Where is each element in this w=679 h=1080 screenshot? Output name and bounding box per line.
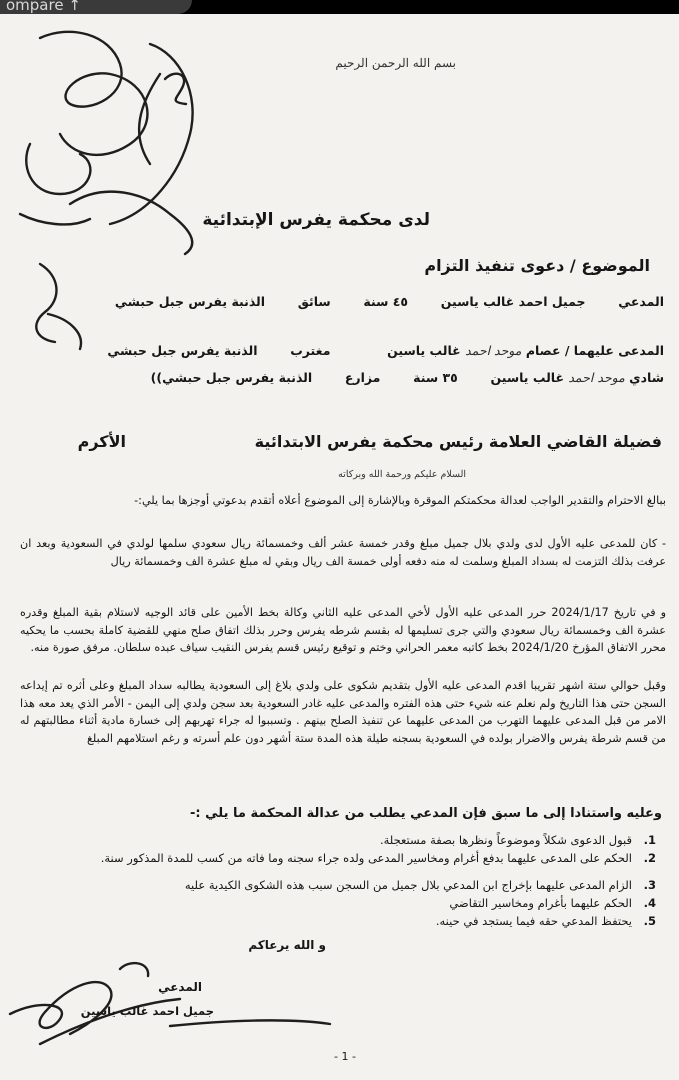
top-bar [0,0,679,14]
document-page [0,14,679,1080]
request-number: 4. [643,896,656,910]
request-text: الحكم عليهما بأغرام ومخاسير التقاضي [449,896,632,910]
request-item [22,913,656,930]
plaintiff-job: سائق [297,294,331,309]
plaintiff-label: المدعي [618,294,664,309]
signature-name: جميل احمد غالب ياسين [80,1004,214,1018]
plaintiff-age: ٤٥ سنة [363,294,408,309]
signature-label: المدعي [158,980,202,994]
page-number: - 1 - [334,1050,356,1063]
request-number: 1. [643,833,656,847]
honorific: الأكرم [77,432,126,451]
addressee-line: فضيلة القاضي العلامة رئيس محكمة يفرس الابتدائية [254,432,662,451]
request-number: 2. [643,851,656,865]
request-item [22,877,656,894]
defendant2-job: مزارع [344,370,381,385]
defendant1-address: الذنبة يفرس جبل حبشي [107,343,258,358]
defendant1-name: غالب ياسين [387,343,461,358]
defendant1-job: مغترب [290,343,331,358]
request-item [22,832,656,849]
request-text: الزام المدعى عليهما بإخراج ابن المدعي بلال جميل من السجن سبب هذه الشكوى الكيدية عليه [184,878,632,892]
paragraph-debt: - كان للمدعى عليه الأول لدى ولدي بلال جميل مبلغ وقدر خمسة عشر ألف وخمسمائة ريال سعودي سلمها لولدي في السعودية وبعد ان عرفت بذلك التزمت له بسداد المبلغ وسلمت له منه دفعه أولى خمسة الف ريال وبقي له مبلغ عشرة الف وخمسمائة ريال [20,537,666,568]
requests-list [22,832,656,931]
requests-heading: وعليه واستنادا إلى ما سبق فإن المدعي يطلب من عدالة المحكمة ما يلي :- [190,806,662,821]
request-text: يحتفظ المدعي حقه فيما يستجد في حينه. [435,914,632,928]
paragraph-settlement: و في تاريخ 2024/1/17 حرر المدعى عليه الأول لأخي المدعى عليه الثاني وكالة بخط الأمين على قائد الوجيه لاستلام بقية المبلغ وقدره عشرة الف وخمسمائة ريال سعودي والتي جرى تسليمها له بقسم شرطه يفرس وحرر بذلك اتفاق صلح منهي للقضية كاملة بحسب ما يحكيه محرر الاتفاق المؤرخ 2024/1/20 بخط كاتبه معمر الحراني وختم و توقيع رئيس قسم يفرس النقيب سياف عبده سلطان. مرفق صورة منه. [20,606,666,654]
request-item [22,850,656,867]
request-text: الحكم على المدعى عليهما بدفع أغرام ومخاسير المدعى ولده جراء سجنه وما فاته من كسب للمدة المذكور سنة. [100,851,632,865]
greeting: السلام عليكم ورحمة الله وبركاته [338,469,466,480]
closing-line: و الله يرعاكم [248,938,326,952]
request-number: 3. [643,878,656,892]
defendant2-address: الذنبة يفرس جبل حبشي)) [150,370,313,385]
court-name: لدى محكمة يفرس الإبتدائية [202,210,430,230]
defendant1-handwritten: موحد احمد [465,343,522,358]
defendant1-line [107,343,664,358]
request-text: قبول الدعوى شكلاً وموضوعاً ونظرها بصفة مستعجلة. [379,833,632,847]
defendant2-age: ٣٥ سنة [413,370,458,385]
compare-tab[interactable]: ompare ↑ [0,0,192,14]
paragraph-intro: ببالغ الاحترام والتقدير الواجب لعدالة محكمتكم الموقرة وبالإشارة إلى الموضوع أعلاه أتقدم بدعوتي أوجزها بما يلي:- [134,494,666,507]
basmala: بسم الله الرحمن الرحيم [335,56,456,70]
subject-line: الموضوع / دعوى تنفيذ التزام [424,256,650,275]
defendant2-handwritten: موحد احمد [568,370,625,385]
defendant1-label: المدعى عليهما / عصام [525,343,664,358]
defendant2-name: شادي [629,370,664,385]
document-body [16,14,666,1080]
plaintiff-line [115,294,664,309]
defendant2-line [151,370,664,385]
request-number: 5. [643,914,656,928]
defendant2-name-rest: غالب ياسين [490,370,565,385]
plaintiff-address: الذنبة يفرس جبل حبشي [114,294,266,309]
request-item [22,895,656,912]
plaintiff-name: جميل احمد غالب ياسين [440,294,586,309]
paragraph-complaint: وقبل حوالي ستة اشهر تقريبا اقدم المدعى عليه الأول بتقديم شكوى على ولدي بلاغ إلى السعودية يطالبه سداد المبلغ وعلى أثره تم إيداعه السجن حتى هذا التاريخ ولم نعلم عنه شيء حتى هذه الفتره والمدعى عليه غادر السعودية بعد سجن ولدي إلى اليمن - الأمر الذي يعد معه هذا الامر من قبل المدعى عليهما التهرب من المدعى عليهما عن تنفيذ الصلح بينهم . وتسببوا له جراء تهربهم إلى خسارة مادية أثناء مطالبتهم له من قسم شرطة يفرس والاضرار بولده في السعودية بسجنه طيلة هذه المدة ستة أشهر دون علم أسرته و رغم استلامهم المبلغ [20,679,666,745]
